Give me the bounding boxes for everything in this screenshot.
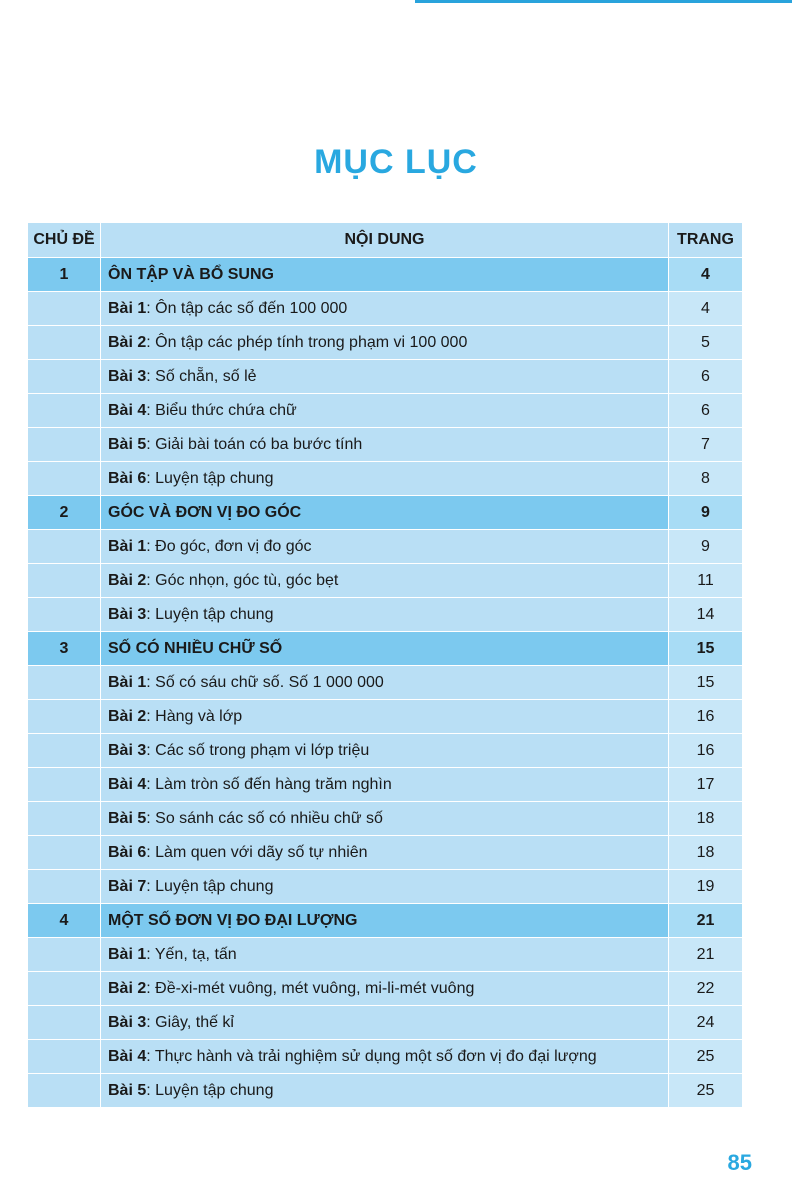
lesson-row [28,360,743,394]
lesson-label: Bài 3 [108,1013,147,1031]
lesson-content [101,802,669,836]
lesson-page: 22 [669,972,743,1006]
lesson-text: : Giây, thế kỉ [146,1013,234,1031]
toc-table [27,222,743,1108]
lesson-page: 14 [669,598,743,632]
lesson-label: Bài 7 [108,877,147,895]
lesson-content [101,1006,669,1040]
lesson-content [101,292,669,326]
lesson-row [28,666,743,700]
lesson-content [101,666,669,700]
lesson-label: Bài 2 [108,979,147,997]
topic-title: SỐ CÓ NHIỀU CHỮ SỐ [101,632,669,666]
lesson-row [28,598,743,632]
lesson-row [28,734,743,768]
lesson-label: Bài 2 [108,333,147,351]
lesson-text: : Luyện tập chung [146,469,274,487]
lesson-label: Bài 5 [108,435,147,453]
lesson-content [101,734,669,768]
topic-page: 21 [669,904,743,938]
lesson-text: : Yến, tạ, tấn [146,945,237,963]
lesson-page: 11 [669,564,743,598]
lesson-label: Bài 3 [108,741,147,759]
lesson-topic-cell [28,666,101,700]
topic-page: 15 [669,632,743,666]
lesson-text: : Giải bài toán có ba bước tính [146,435,363,453]
lesson-content [101,428,669,462]
lesson-text: : Làm quen với dãy số tự nhiên [146,843,368,861]
lesson-text: : Các số trong phạm vi lớp triệu [146,741,370,759]
lesson-topic-cell [28,802,101,836]
lesson-topic-cell [28,768,101,802]
lesson-text: : Số có sáu chữ số. Số 1 000 000 [146,673,384,691]
lesson-row [28,292,743,326]
lesson-text: : Đo góc, đơn vị đo góc [146,537,312,555]
lesson-text: : Ôn tập các số đến 100 000 [146,299,348,317]
header-topic: CHỦ ĐỀ [28,223,101,258]
lesson-label: Bài 5 [108,809,147,827]
topic-row [28,496,743,530]
top-rule [415,0,792,3]
lesson-topic-cell [28,1040,101,1074]
lesson-topic-cell [28,1074,101,1108]
lesson-label: Bài 1 [108,299,147,317]
lesson-text: : Góc nhọn, góc tù, góc bẹt [146,571,339,589]
lesson-content [101,870,669,904]
lesson-content [101,598,669,632]
lesson-topic-cell [28,360,101,394]
lesson-label: Bài 5 [108,1081,147,1099]
lesson-label: Bài 2 [108,707,147,725]
lesson-text: : Luyện tập chung [146,877,274,895]
lesson-content [101,938,669,972]
topic-number: 2 [28,496,101,530]
lesson-text: : So sánh các số có nhiều chữ số [146,809,383,827]
topic-page: 9 [669,496,743,530]
lesson-label: Bài 2 [108,571,147,589]
lesson-topic-cell [28,938,101,972]
lesson-page: 15 [669,666,743,700]
lesson-text: : Luyện tập chung [146,1081,274,1099]
lesson-page: 24 [669,1006,743,1040]
lesson-page: 21 [669,938,743,972]
lesson-page: 17 [669,768,743,802]
lesson-row [28,462,743,496]
topic-page: 4 [669,258,743,292]
lesson-content [101,972,669,1006]
lesson-content [101,394,669,428]
lesson-page: 6 [669,360,743,394]
lesson-topic-cell [28,972,101,1006]
page-title: MỤC LỤC [314,143,478,181]
lesson-row [28,530,743,564]
lesson-label: Bài 1 [108,537,147,555]
lesson-topic-cell [28,530,101,564]
lesson-topic-cell [28,462,101,496]
lesson-page: 18 [669,836,743,870]
lesson-content [101,360,669,394]
lesson-label: Bài 6 [108,469,147,487]
lesson-label: Bài 4 [108,401,147,419]
topic-number: 1 [28,258,101,292]
lesson-text: : Biểu thức chứa chữ [146,401,297,419]
lesson-row [28,802,743,836]
header-content: NỘI DUNG [101,223,669,258]
lesson-topic-cell [28,870,101,904]
lesson-label: Bài 6 [108,843,147,861]
lesson-content [101,1074,669,1108]
lesson-topic-cell [28,326,101,360]
lesson-content [101,700,669,734]
lesson-content [101,1040,669,1074]
lesson-topic-cell [28,564,101,598]
lesson-text: : Số chẵn, số lẻ [146,367,257,385]
page-number: 85 [727,1150,752,1175]
toc-body [28,258,743,1108]
lesson-page: 7 [669,428,743,462]
topic-title: GÓC VÀ ĐƠN VỊ ĐO GÓC [101,496,669,530]
topic-row [28,258,743,292]
lesson-text: : Ôn tập các phép tính trong phạm vi 100 000 [146,333,468,351]
lesson-row [28,1006,743,1040]
lesson-topic-cell [28,292,101,326]
lesson-label: Bài 4 [108,775,147,793]
topic-number: 4 [28,904,101,938]
lesson-page: 25 [669,1074,743,1108]
lesson-topic-cell [28,734,101,768]
lesson-page: 8 [669,462,743,496]
lesson-content [101,462,669,496]
lesson-page: 25 [669,1040,743,1074]
lesson-content [101,768,669,802]
lesson-text: : Thực hành và trải nghiệm sử dụng một số đơn vị đo đại lượng [146,1047,597,1065]
lesson-topic-cell [28,836,101,870]
lesson-page: 19 [669,870,743,904]
lesson-content [101,564,669,598]
lesson-text: : Đề-xi-mét vuông, mét vuông, mi-li-mét vuông [146,979,475,997]
lesson-text: : Luyện tập chung [146,605,274,623]
lesson-row [28,768,743,802]
topic-row [28,904,743,938]
lesson-page: 16 [669,734,743,768]
lesson-page: 9 [669,530,743,564]
lesson-label: Bài 4 [108,1047,147,1065]
lesson-label: Bài 3 [108,605,147,623]
lesson-row [28,938,743,972]
lesson-row [28,1074,743,1108]
toc-header-row [28,223,743,258]
lesson-row [28,394,743,428]
topic-row [28,632,743,666]
lesson-topic-cell [28,598,101,632]
header-page: TRANG [669,223,743,258]
topic-number: 3 [28,632,101,666]
lesson-row [28,870,743,904]
lesson-content [101,836,669,870]
lesson-label: Bài 1 [108,945,147,963]
lesson-text: : Hàng và lớp [146,707,243,725]
lesson-text: : Làm tròn số đến hàng trăm nghìn [146,775,392,793]
lesson-row [28,972,743,1006]
lesson-row [28,326,743,360]
lesson-page: 4 [669,292,743,326]
topic-title: MỘT SỐ ĐƠN VỊ ĐO ĐẠI LƯỢNG [101,904,669,938]
lesson-label: Bài 3 [108,367,147,385]
lesson-content [101,530,669,564]
topic-title: ÔN TẬP VÀ BỔ SUNG [101,258,669,292]
lesson-row [28,428,743,462]
lesson-topic-cell [28,700,101,734]
lesson-page: 5 [669,326,743,360]
lesson-label: Bài 1 [108,673,147,691]
lesson-row [28,564,743,598]
lesson-content [101,326,669,360]
lesson-topic-cell [28,428,101,462]
lesson-page: 6 [669,394,743,428]
lesson-row [28,1040,743,1074]
lesson-topic-cell [28,394,101,428]
lesson-row [28,700,743,734]
lesson-row [28,836,743,870]
lesson-page: 16 [669,700,743,734]
lesson-topic-cell [28,1006,101,1040]
lesson-page: 18 [669,802,743,836]
